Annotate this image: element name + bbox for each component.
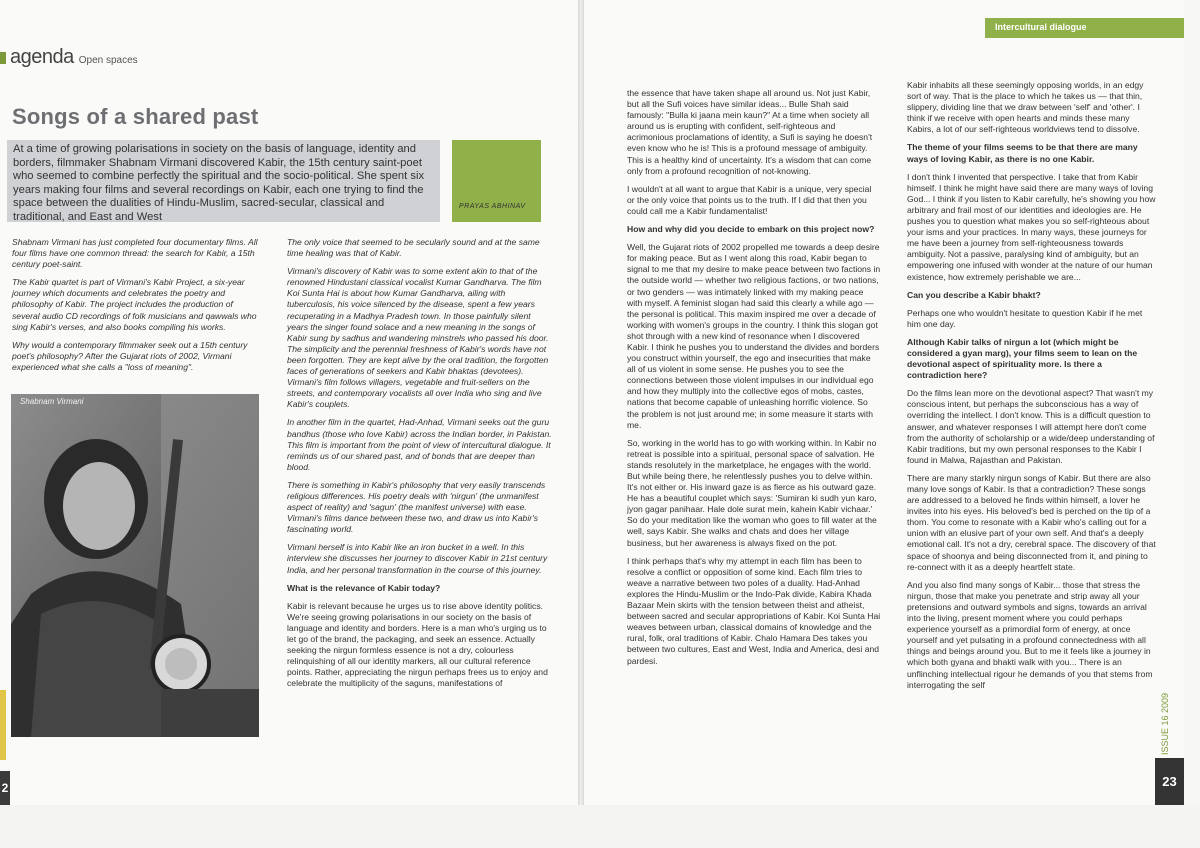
interview-question: Although Kabir talks of nirgun a lot (which might be considered a gyan marg), your films seem to lean on the devotional aspect of spirituality more. Is there a contradiction here? bbox=[907, 336, 1138, 381]
portrait-illustration bbox=[11, 394, 259, 737]
interview-question: The theme of your films seems to be that there are many ways of loving Kabir, as there is no one Kabir. bbox=[907, 142, 1138, 164]
right-column-2 bbox=[907, 80, 1157, 698]
article-paragraph: Virmani herself is into Kabir like an iron bucket in a well. In this interview she discusses her journey to discover Kabir in 21st century India, and her personal transformation in the course of this journey. bbox=[287, 542, 548, 575]
page-number-left: 2 bbox=[0, 771, 10, 805]
article-paragraph: The only voice that seemed to be secularly sound and at the same time healing was that of Kabir. bbox=[287, 237, 540, 259]
interview-question: Can you describe a Kabir bhakt? bbox=[907, 289, 1041, 300]
article-paragraph: I don't think I invented that perspective. I take that from Kabir himself. I think he might have said there are many ways of loving God... I think if you listen to Kabir carefully, he's showing you how arbitrary and frail most of our identities and ideologies are. He pushes you to question what makes you so self-righteous about your isms and your practices. In many ways, these journeys for me have been a journey from self-righteousness towards ambiguity. Not a passive, paralysing kind of ambiguity, but an empowering one infused with wonder at the nature of our human existence, how extremely perishable we are... bbox=[907, 171, 1156, 282]
byline-box bbox=[452, 140, 541, 222]
left-column-2 bbox=[287, 237, 553, 696]
portrait-photo bbox=[11, 394, 259, 737]
section-banner: Intercultural dialogue bbox=[985, 18, 1184, 38]
interview-question: How and why did you decide to embark on this project now? bbox=[627, 224, 875, 235]
byline: PRAYAS ABHINAV bbox=[459, 203, 526, 210]
article-paragraph: Kabir is relevant because he urges us to rise above identity politics. We're seeing growing polarisations in our society on the basis of language and identity and borders. Here is a man who's urging us to let go of the brand, the packaging, and seek an essence. Actually seeking the nirgun formless essence is not a dry, colourless relinquishing of all our identity markers, all our cultural reference points. Rather, appreciating the nirgun perhaps frees us to enjoy and celebrate the multiplicity of the saguns, manifestations of bbox=[287, 600, 548, 689]
article-paragraph: So, working in the world has to go with working within. In Kabir no retreat is possible into a spiritual, personal space of salvation. He stands resolutely in the marketplace, he engages with the world. But while being there, he relentlessly pushes you to delve within. It's not either or. His inward gaze is as fierce as his outward gaze. He has a beautiful couplet which says: 'Sumiran ki sudh yun karo, jyon gagar panihaar. Hale dole surat mein, kahein Kabir vichaar.' So do your meditation like the woman who goes to fill water at the well, says Kabir. She walks and chats and does her village business, but her awareness is always fixed on the pot. bbox=[627, 437, 877, 548]
scan-background bbox=[0, 805, 1200, 848]
article-paragraph: Well, the Gujarat riots of 2002 propelled me towards a deep desire for making peace. But as I went along this road, Kabir began to signal to me that my desire to make peace between two factions in the outside world — whether two religious factions, or two nations, or two genders — was intimately linked with my making peace with myself. A feminist slogan had said this clearly a while ago — the personal is political. This maxim inspired me over a decade of working with women's groups in the country. I think this slogan got shot through with a new kind of resonance when I discovered Kabir. I think he pushes you to understand the divides and borders you construct within yourself, the ego and insecurities that make all of us violent in some sense. He pushes you to see the connections between those violent impulses in our individual ego and how they multiply into the collective egos of mobs, castes, nations that become capable of unleashing horrific violence. So the problem is not just around me; in some measure it starts with me. bbox=[627, 242, 881, 430]
article-paragraph: Perhaps one who wouldn't hesitate to question Kabir if he met him one day. bbox=[907, 307, 1143, 329]
article-paragraph: Virmani's discovery of Kabir was to some extent akin to that of the renowned Hindustani classical vocalist Kumar Gandharva. The film Koi Sunta Hai is about how Kumar Gandharva, ailing with tuberculosis, his voice silenced by the disease, spent a few years recuperating in a Madhya Pradesh town. In those painfully silent years the singer found solace and a new meaning in the songs of Kabir sung by sadhus and wandering minstrels who passed his door. The simplicity and the perennial freshness of Kabir's words have not been forgotten. They are kept alive by the oral tradition, the forgotten faces of generations of seekers and Kabir bhaktas (devotees). Virmani's film follows villagers, vegetable and fruit-sellers on the streets, and contemporary vocalists all over India who sing and live Kabir's couplets. bbox=[287, 266, 549, 410]
article-paragraph: The Kabir quartet is part of Virmani's Kabir Project, a six-year journey which documents and celebrates the poetry and philosophy of Kabir. The project includes the production of several audio CD recordings of folk musicians and qawwals who sing Kabir's verses, and also books compiling his works. bbox=[12, 277, 257, 332]
article-paragraph: And you also find many songs of Kabir... those that stress the nirgun, those that make you penetrate and strip away all your pretensions and outward symbols and signs, towards an arrival into the living, present moment where you could perhaps experience yourself as a primordial form of energy, at once yourself and yet pulsating in a profound connectedness with all things and beings around you. But to me it feels like a journey in which both gyana and bhakti walk with you... There is an unflinching intellectual rigour he demands of you that stems from interrogating the self bbox=[907, 579, 1153, 690]
right-column-1 bbox=[627, 88, 881, 674]
left-column-1 bbox=[12, 237, 262, 380]
article-paragraph: Shabnam Virmani has just completed four documentary films. All four films have one common thread: the search for Kabir, a 15th century poet-saint. bbox=[12, 237, 258, 270]
article-paragraph: the essence that have taken shape all around us. Not just Kabir, but all the Sufi voices have similar ideas... Bulle Shah said famously: "Bulla ki jaana mein kaun?" At a time when society all around us is erupting with confident, self-righteous and acrimonious proclamations of identity, a Sufi is saying he doesn't even know who he is! This is a profound message of ambiguity. This is a healthy kind of uncertainty. It's a wisdom that can come only from a profound recognition of not-knowing. bbox=[627, 88, 873, 176]
interview-question: What is the relevance of Kabir today? bbox=[287, 582, 441, 593]
standfirst: At a time of growing polarisations in society on the basis of language, identity and borders, filmmaker Shabnam Virmani discovered Kabir, the 15th century saint-poet who seemed to combine perfectly the spiritual and the socio-political. She spent six years making four films and several recordings on Kabir, each one trying to find the space between the dualities of Hindu-Muslim, sacred-secular, classical and traditional, and East and West bbox=[7, 140, 440, 222]
issue-label: ISSUE 16 2009 bbox=[1160, 692, 1170, 755]
article-paragraph: Do the films lean more on the devotional aspect? That wasn't my conscious intent, but perhaps the subconscious has a way of overriding the intellect. I don't know. This is a difficult question to answer, and whatever responses I will attempt here don't come from the authority of scholarship or a wide/deep understanding of Kabir traditions, but my own personal responses to the Kabir I found in Malwa, Rajasthan and Pakistan. bbox=[907, 388, 1155, 465]
article-paragraph: I wouldn't at all want to argue that Kabir is a unique, very special or the only voice that points us to the truth. If I did that then you could call me a Kabir fundamentalist! bbox=[627, 183, 872, 216]
article-paragraph: There is something in Kabir's philosophy that very easily transcends religious differences. His poetry deals with 'nirgun' (the unmanifest aspect of reality) and 'sagun' (the manifest universe) with ease. Virmani's films dance between these two, and draw us into Kabir's fascinating world. bbox=[287, 479, 546, 535]
section-marker bbox=[0, 52, 6, 64]
photo-caption: Shabnam Virmani bbox=[20, 397, 84, 406]
section-header bbox=[10, 46, 138, 69]
page-number-right: 23 bbox=[1155, 758, 1184, 805]
article-paragraph: Kabir inhabits all these seemingly opposing worlds, in an edgy sort of way. That is the place to which he takes us — that thin, slippery, dividing line that we draw between 'self' and 'other'. I think if we receive with open hearts and minds these many Kabirs, a lot of our self-righteous worldviews tend to dissolve. bbox=[907, 80, 1144, 135]
article-paragraph: There are many starkly nirgun songs of Kabir. But there are also many love songs of Kabir. Is that a contradiction? These songs are addressed to a beloved he finds within himself, a lover he invites into his eyes. His beloved's bed is perched on the tip of a thorn. You come to resonate with a Kabir who's calling out for a union with an elusive part of your own self. And that's a deeply emotional call. It's not a dry, cerebral space. The discovery of that space of shoonya and being disconnected from it, and pining to re-connect with it as a deeply heartfelt state. bbox=[907, 472, 1156, 572]
article-paragraph: I think perhaps that's why my attempt in each film has been to resolve a conflict or opposition of some kind. Each film tries to weave a narrative between two poles of a duality. Had-Anhad explores the Hindu-Muslim or the Indo-Pak divide, Kabira Khada Bazaar Mein skirts with the tension between theist and atheist, between sacred and secular appropriations of Kabir. Koi Sunta Hai weaves between urban, classical domains of knowledge and the rural, folk, oral traditions of Kabir. Chalo Hamara Des takes you between two cultures, East and West, India and America, desi and pardesi. bbox=[627, 555, 881, 666]
issue-strip bbox=[0, 690, 6, 760]
article-paragraph: Why would a contemporary filmmaker seek out a 15th century poet's philosophy? After the Gujarat riots of 2002, Virmani experienced what she calls a "loss of meaning". bbox=[12, 339, 248, 372]
subsection-title: Open spaces bbox=[78, 55, 138, 66]
article-title: Songs of a shared past bbox=[12, 104, 259, 129]
section-title: agenda bbox=[10, 46, 74, 68]
article-paragraph: In another film in the quartet, Had-Anhad, Virmani seeks out the guru bandhus (those who love Kabir) across the Indian border, in Pakistan. This film is important from the point of view of intercultural dialogue. It reminds us of our shared past, and of bonds that are deeper than blood. bbox=[287, 417, 552, 472]
